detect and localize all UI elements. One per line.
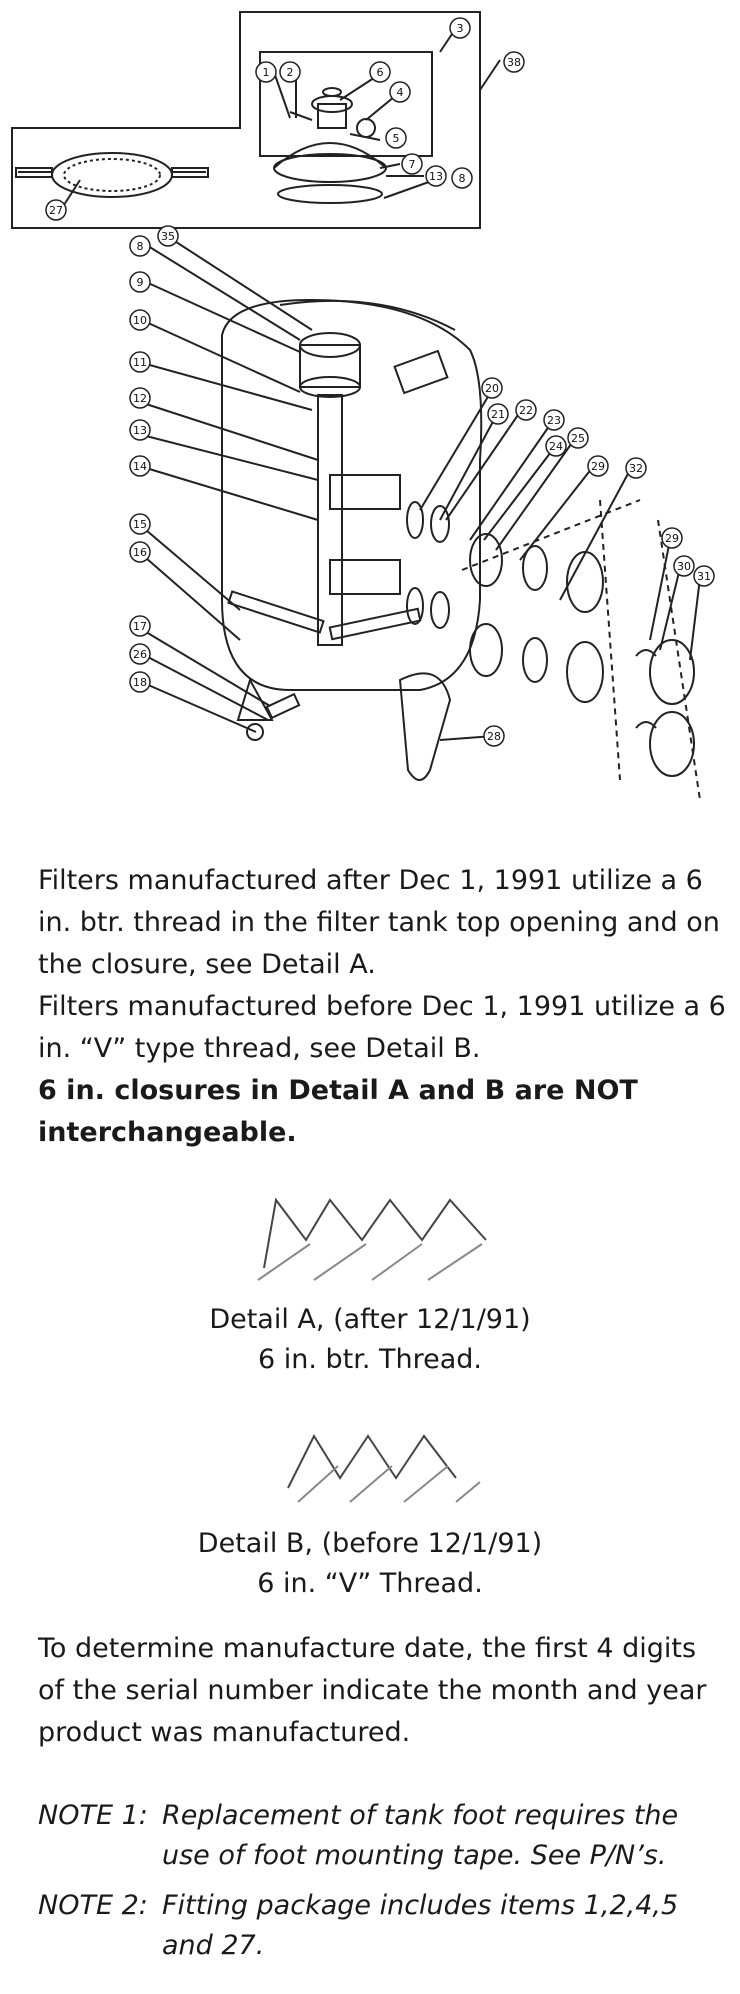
callout-number: 17 — [133, 620, 147, 633]
callout-number: 1 — [262, 66, 270, 79]
callout-21 — [488, 404, 508, 424]
callout-number: 20 — [485, 382, 499, 395]
callout-13 — [130, 420, 150, 440]
callout-25 — [568, 428, 588, 448]
callout-30 — [674, 556, 694, 576]
detail-a-subtitle: 6 in. btr. Thread. — [257, 1344, 483, 1375]
callout-number: 21 — [491, 408, 505, 421]
callout-27 — [46, 200, 66, 220]
callout-number: 16 — [133, 546, 147, 559]
note-1 — [38, 1796, 728, 1876]
callout-2 — [280, 62, 300, 82]
notes-list — [38, 1796, 728, 1976]
callout-23 — [544, 410, 564, 430]
callout-number: 38 — [507, 56, 521, 69]
callout-10 — [130, 310, 150, 330]
note-2-label: NOTE 2: — [38, 1890, 148, 1921]
callout-number: 13 — [133, 424, 147, 437]
callout-18 — [130, 672, 150, 692]
callout-number: 15 — [133, 518, 147, 531]
callout-number: 2 — [286, 66, 294, 79]
note-2-text: Fitting package includes items 1,2,4,5 and 27. — [162, 1890, 679, 1961]
callout-7 — [402, 154, 422, 174]
detail-b-subtitle: 6 in. “V” Thread. — [257, 1568, 483, 1599]
callout-number: 22 — [519, 404, 533, 417]
callout-31 — [694, 566, 714, 586]
callout-1 — [256, 62, 276, 82]
callout-29 — [662, 528, 682, 548]
callout-number: 3 — [456, 22, 464, 35]
callout-number: 5 — [392, 132, 400, 145]
callout-number: 10 — [133, 314, 147, 327]
detail-a-title: Detail A, (after 12/1/91) — [209, 1304, 531, 1335]
callout-3 — [450, 18, 470, 38]
callout-32 — [626, 458, 646, 478]
note-1-label: NOTE 1: — [38, 1800, 148, 1831]
callout-20 — [482, 378, 502, 398]
callout-number: 8 — [458, 172, 466, 185]
callout-number: 24 — [549, 440, 563, 453]
intro-text — [38, 860, 728, 1154]
callout-28 — [484, 726, 504, 746]
callout-number: 14 — [133, 460, 147, 473]
callout-number: 25 — [571, 432, 585, 445]
callout-number: 28 — [487, 730, 501, 743]
callout-number: 7 — [408, 158, 416, 171]
detail-b-title: Detail B, (before 12/1/91) — [197, 1528, 543, 1559]
detail-b-thread-illustration — [280, 1426, 490, 1506]
callout-number: 29 — [665, 532, 679, 545]
callout-number: 29 — [591, 460, 605, 473]
callout-number: 23 — [547, 414, 561, 427]
callout-26 — [130, 644, 150, 664]
callout-number: 18 — [133, 676, 147, 689]
callout-number: 4 — [396, 86, 404, 99]
callout-number: 9 — [136, 276, 144, 289]
detail-b-caption — [0, 1524, 740, 1604]
callout-number: 12 — [133, 392, 147, 405]
callout-14 — [130, 456, 150, 476]
serial-number-note — [38, 1628, 728, 1754]
callout-38 — [504, 52, 524, 72]
callout-11 — [130, 352, 150, 372]
callout-number: 31 — [697, 570, 711, 583]
exploded-parts-diagram — [0, 0, 740, 830]
callout-16 — [130, 542, 150, 562]
detail-a-thread-illustration — [250, 1192, 500, 1284]
callout-number: 11 — [133, 356, 147, 369]
callout-35 — [158, 226, 178, 246]
callout-17 — [130, 616, 150, 636]
callout-number: 30 — [677, 560, 691, 573]
serial-number-text: To determine manufacture date, the first 4 digits of the serial number indicate the month and year product was manufactured. — [38, 1633, 707, 1748]
callout-number: 27 — [49, 204, 63, 217]
callout-29 — [588, 456, 608, 476]
callout-number: 26 — [133, 648, 147, 661]
callout-12 — [130, 388, 150, 408]
callout-6 — [370, 62, 390, 82]
intro-not-interchangeable: 6 in. closures in Detail A and B are NOT interchangeable. — [38, 1075, 638, 1148]
callout-8 — [452, 168, 472, 188]
detail-a-caption — [0, 1300, 740, 1380]
callout-number: 6 — [376, 66, 384, 79]
callout-number: 32 — [629, 462, 643, 475]
callout-number: 8 — [136, 240, 144, 253]
callout-24 — [546, 436, 566, 456]
callout-number: 13 — [429, 170, 443, 183]
callout-15 — [130, 514, 150, 534]
note-1-text: Replacement of tank foot requires the use of foot mounting tape. See P/N’s. — [162, 1800, 679, 1871]
intro-before-1991: Filters manufactured before Dec 1, 1991 utilize a 6 in. “V” type thread, see Detail B. — [38, 991, 726, 1064]
note-2 — [38, 1886, 728, 1966]
callout-4 — [390, 82, 410, 102]
intro-after-1991: Filters manufactured after Dec 1, 1991 utilize a 6 in. btr. thread in the filter tank top opening and on the closure, see Detail A. — [38, 865, 720, 980]
callout-8 — [130, 236, 150, 256]
callout-13 — [426, 166, 446, 186]
callout-9 — [130, 272, 150, 292]
callout-5 — [386, 128, 406, 148]
callout-number: 35 — [161, 230, 175, 243]
callout-22 — [516, 400, 536, 420]
